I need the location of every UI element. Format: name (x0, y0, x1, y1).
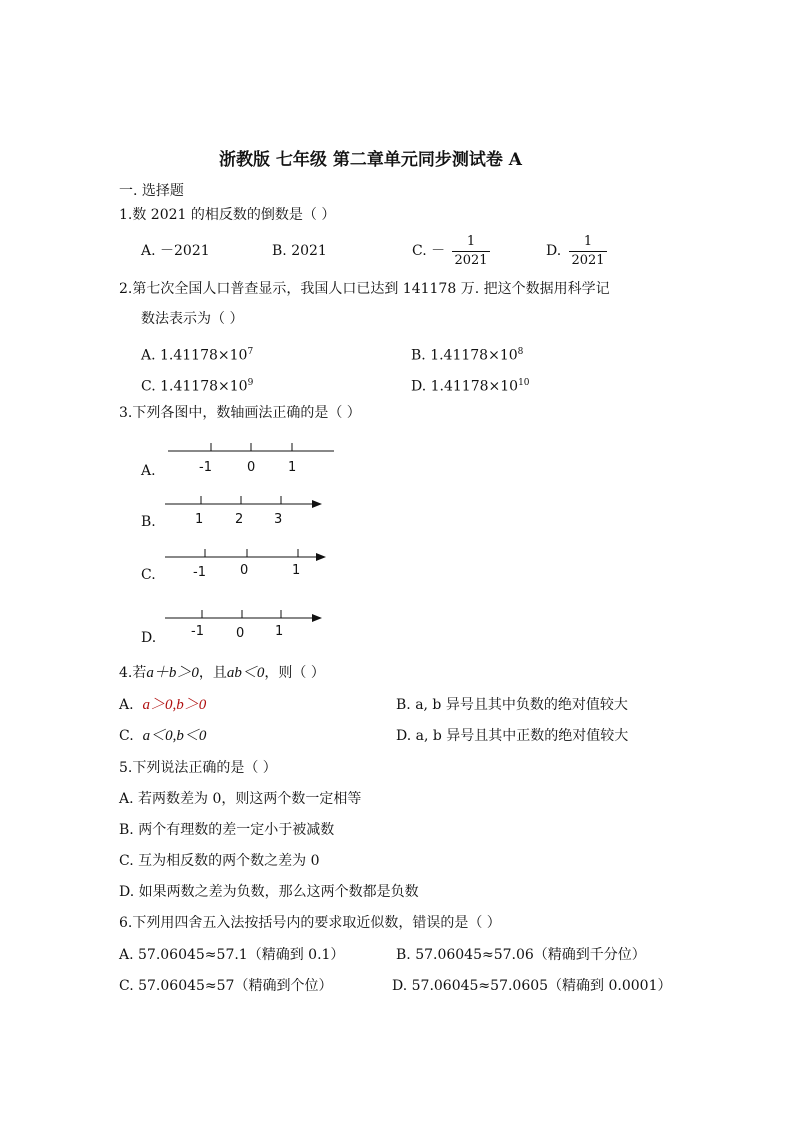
tick-label: -1 (191, 624, 204, 639)
tick-label: 2 (235, 512, 244, 527)
fraction-numerator: 1 (583, 234, 593, 249)
option-math: a＜0,b＜0 (142, 728, 207, 744)
option-text: A. 1.41178×10 (141, 347, 248, 364)
question-3-option-c-label: C. (141, 567, 156, 583)
question-3-option-d-label: D. (141, 630, 157, 646)
question-1-option-a: A. －2021 (141, 243, 210, 259)
page-title: 浙教版 七年级 第二章单元同步测试卷 A (219, 150, 522, 170)
section-heading: 一. 选择题 (119, 183, 184, 199)
question-3-stem: 3.下列各图中，数轴画法正确的是（ ） (119, 405, 361, 421)
question-4-option-b: B. a, b 异号且其中负数的绝对值较大 (396, 697, 628, 713)
option-label: C. (119, 728, 134, 744)
question-6-option-b: B. 57.06045≈57.06（精确到千分位） (396, 947, 646, 963)
question-1-option-b: B. 2021 (272, 243, 327, 259)
question-6-stem: 6.下列用四舍五入法按括号内的要求取近似数，错误的是（ ） (119, 915, 501, 931)
question-2-option-d (411, 375, 530, 395)
question-2-option-a (141, 344, 253, 364)
tick-label: 1 (292, 563, 301, 578)
question-1-option-d-fraction (569, 235, 607, 268)
stem-text: ，且 (198, 665, 227, 681)
question-6-option-d: D. 57.06045≈57.0605（精确到 0.0001） (392, 978, 672, 994)
number-line-d (160, 604, 330, 644)
exponent: 10 (518, 378, 530, 388)
fraction-bar (569, 251, 607, 252)
option-text: B. 1.41178×10 (411, 347, 518, 364)
condition-sum: a＋b＞0 (146, 665, 199, 681)
question-3-option-a-label: A. (141, 463, 156, 479)
question-1-option-c-fraction (452, 235, 490, 268)
question-4-option-a (119, 697, 206, 713)
arrow-head (312, 500, 322, 508)
fraction-numerator: 1 (466, 234, 476, 249)
question-1-option-d-prefix: D. (546, 243, 562, 259)
tick-label: -1 (199, 460, 212, 475)
question-4-option-d: D. a, b 异号且其中正数的绝对值较大 (396, 728, 629, 744)
question-2-stem-line-2: 数法表示为（ ） (141, 311, 244, 327)
question-4-option-c (119, 728, 206, 744)
question-6-option-a: A. 57.06045≈57.1（精确到 0.1） (119, 947, 345, 963)
tick-label: -1 (193, 565, 206, 580)
exponent: 7 (247, 347, 254, 357)
question-3-option-b-label: B. (141, 514, 156, 530)
arrow-head (316, 553, 326, 561)
fraction-denominator: 2021 (571, 253, 605, 268)
fraction-bar (452, 251, 490, 252)
option-text: D. 1.41178×10 (411, 378, 519, 395)
fraction-denominator: 2021 (454, 253, 488, 268)
question-2-option-b (411, 344, 523, 364)
option-label: A. (119, 697, 134, 713)
question-6-option-c: C. 57.06045≈57（精确到个位） (119, 978, 333, 994)
tick-label: 3 (274, 512, 283, 527)
question-2-stem-line-1: 2.第七次全国人口普查显示，我国人口已达到 141178 万. 把这个数据用科学记 (119, 281, 610, 297)
question-4-stem (119, 665, 325, 681)
number-line-a (160, 436, 340, 476)
exponent: 8 (517, 347, 524, 357)
tick-label: 0 (240, 563, 249, 578)
question-1-stem: 1.数 2021 的相反数的倒数是（ ） (119, 207, 336, 223)
question-5-stem: 5.下列说法正确的是（ ） (119, 760, 277, 776)
tick-label: 1 (288, 460, 297, 475)
tick-label: 0 (236, 626, 245, 641)
option-text: C. 1.41178×10 (141, 378, 248, 395)
question-5-option-d: D. 如果两数之差为负数，那么这两个数都是负数 (119, 884, 419, 900)
question-5-option-c: C. 互为相反数的两个数之差为 0 (119, 853, 320, 869)
question-5-option-b: B. 两个有理数的差一定小于被减数 (119, 822, 335, 838)
question-1-option-c-prefix: C. － (412, 243, 446, 259)
exponent: 9 (247, 378, 254, 388)
condition-product: ab＜0 (226, 665, 265, 681)
stem-text: ，则（ ） (264, 665, 325, 681)
question-2-option-c (141, 375, 253, 395)
tick-label: 1 (275, 624, 284, 639)
number-line-b (160, 490, 330, 530)
stem-text: 4.若 (119, 665, 147, 681)
arrow-head (312, 614, 322, 622)
number-line-c (160, 543, 335, 583)
tick-label: 0 (247, 460, 256, 475)
option-math: a＞0,b＞0 (142, 697, 207, 713)
question-5-option-a: A. 若两数差为 0，则这两个数一定相等 (119, 791, 362, 807)
tick-label: 1 (195, 512, 204, 527)
